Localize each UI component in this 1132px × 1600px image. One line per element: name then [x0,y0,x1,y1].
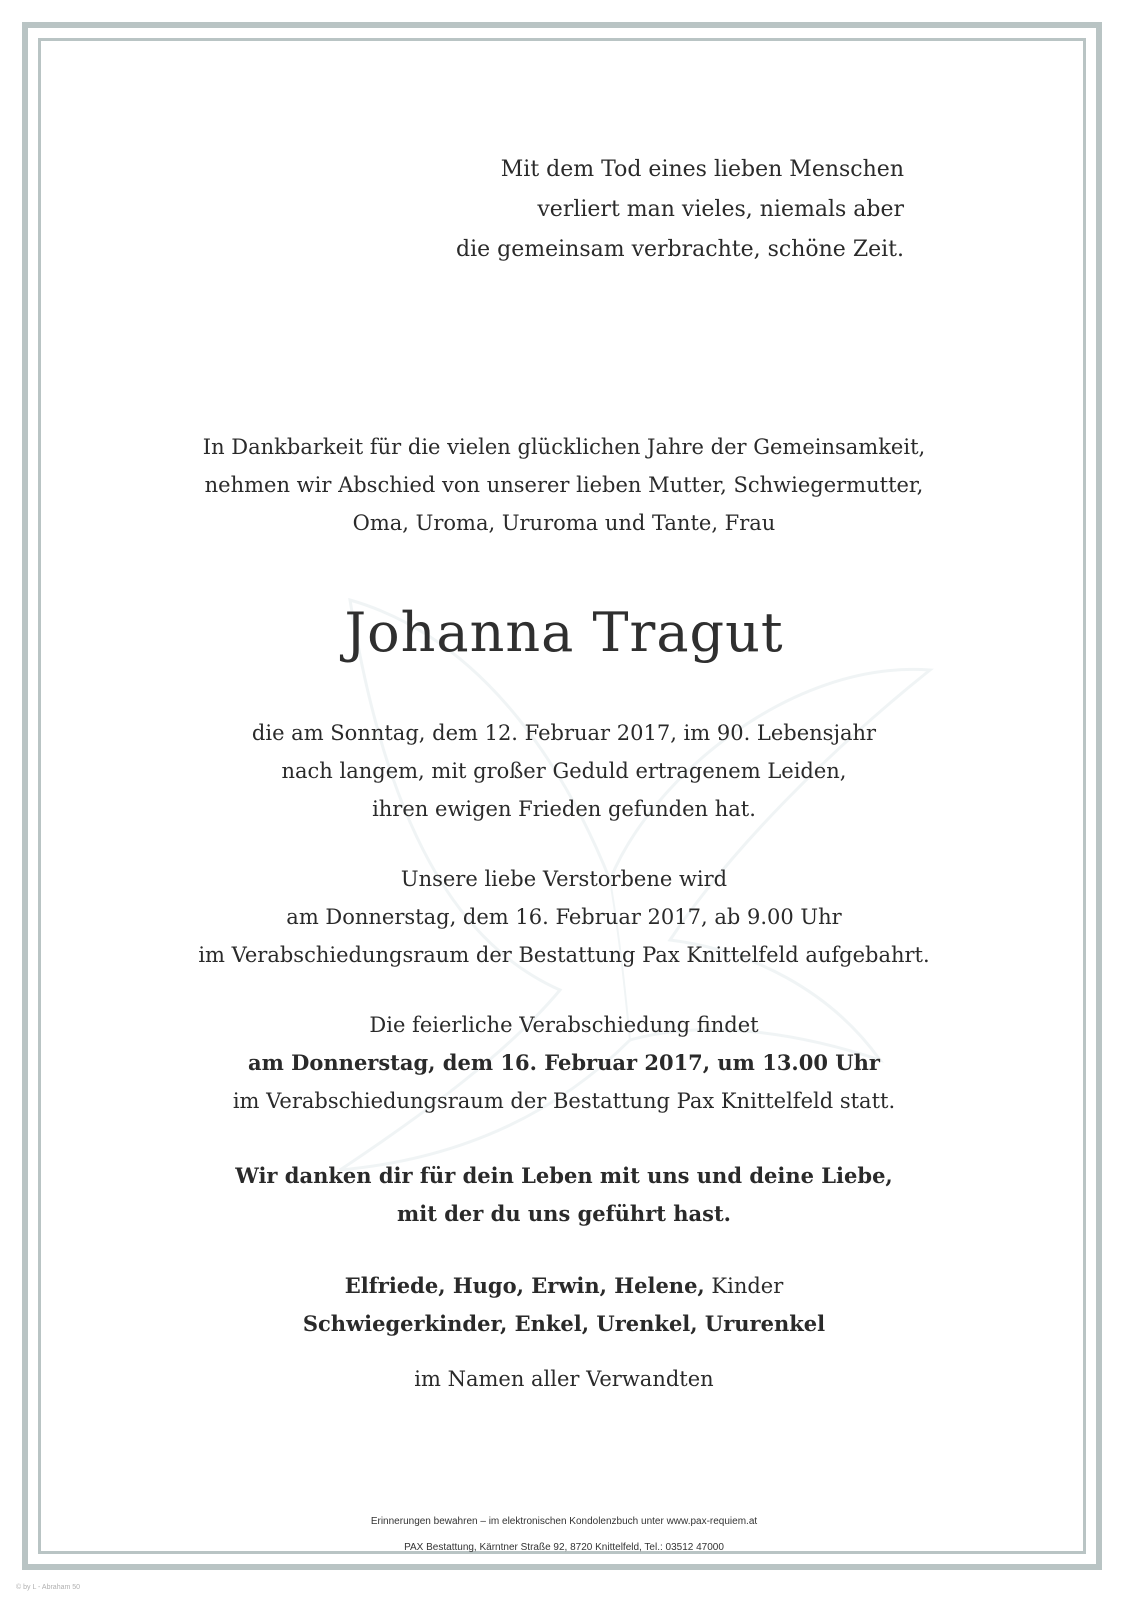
intro-paragraph [40,428,1088,542]
death-notice-line: die am Sonntag, dem 12. Februar 2017, im 90. Lebensjahr [251,721,877,745]
intro-line: In Dankbarkeit für die vielen glücklichen Jahre der Gemeinsamkeit, [202,435,926,459]
family-descendants-line: Schwiegerkinder, Enkel, Urenkel, Ururenkel [302,1311,826,1336]
death-notice-line: ihren ewigen Frieden gefunden hat. [372,797,756,821]
ceremony-notice [40,1006,1088,1120]
children-names: Elfriede, Hugo, Erwin, Helene, [344,1273,705,1298]
wake-notice [40,860,1088,974]
family-signatures [40,1267,1088,1343]
footer-condolence-line: Erinnerungen bewahren – im elektronischen Kondolenzbuch unter www.pax-requiem.at [370,1516,758,1527]
copyright-note: © by L - Abraham 50 [16,1584,81,1591]
death-notice-line: nach langem, mit großer Geduld ertragenem Leiden, [281,759,847,783]
ceremony-line: Die feierliche Verabschiedung findet [369,1013,759,1037]
motto-line: Mit dem Tod eines lieben Menschen [500,157,904,182]
wake-notice-line: im Verabschiedungsraum der Bestattung Pax Knittelfeld aufgebahrt. [198,943,930,967]
deceased-name: Johanna Tragut [344,601,784,664]
ceremony-line: im Verabschiedungsraum der Bestattung Pax Knittelfeld statt. [232,1089,896,1113]
thanks-message [40,1157,1088,1233]
relatives-line: im Namen aller Verwandten [414,1367,714,1391]
motto-line: die gemeinsam verbrachte, schöne Zeit. [456,237,904,262]
wake-notice-line: Unsere liebe Verstorbene wird [400,867,728,891]
motto-line: verliert man vieles, niemals aber [537,197,904,222]
wake-notice-line: am Donnerstag, dem 16. Februar 2017, ab 9.00 Uhr [286,905,842,929]
family-children-line [40,1267,1088,1305]
death-notice [40,714,1088,828]
footer-address-line: PAX Bestattung, Kärntner Straße 92, 8720 Knittelfeld, Tel.: 03512 47000 [404,1542,724,1553]
motto-quote [456,150,904,270]
thanks-line: Wir danken dir für dein Leben mit uns und deine Liebe, [235,1163,893,1188]
thanks-line: mit der du uns geführt hast. [397,1201,731,1226]
intro-line: Oma, Uroma, Ururoma und Tante, Frau [352,511,776,535]
ceremony-datetime: am Donnerstag, dem 16. Februar 2017, um 13.00 Uhr [248,1050,880,1075]
children-label: Kinder [704,1274,784,1298]
intro-line: nehmen wir Abschied von unserer lieben Mutter, Schwiegermutter, [204,473,924,497]
